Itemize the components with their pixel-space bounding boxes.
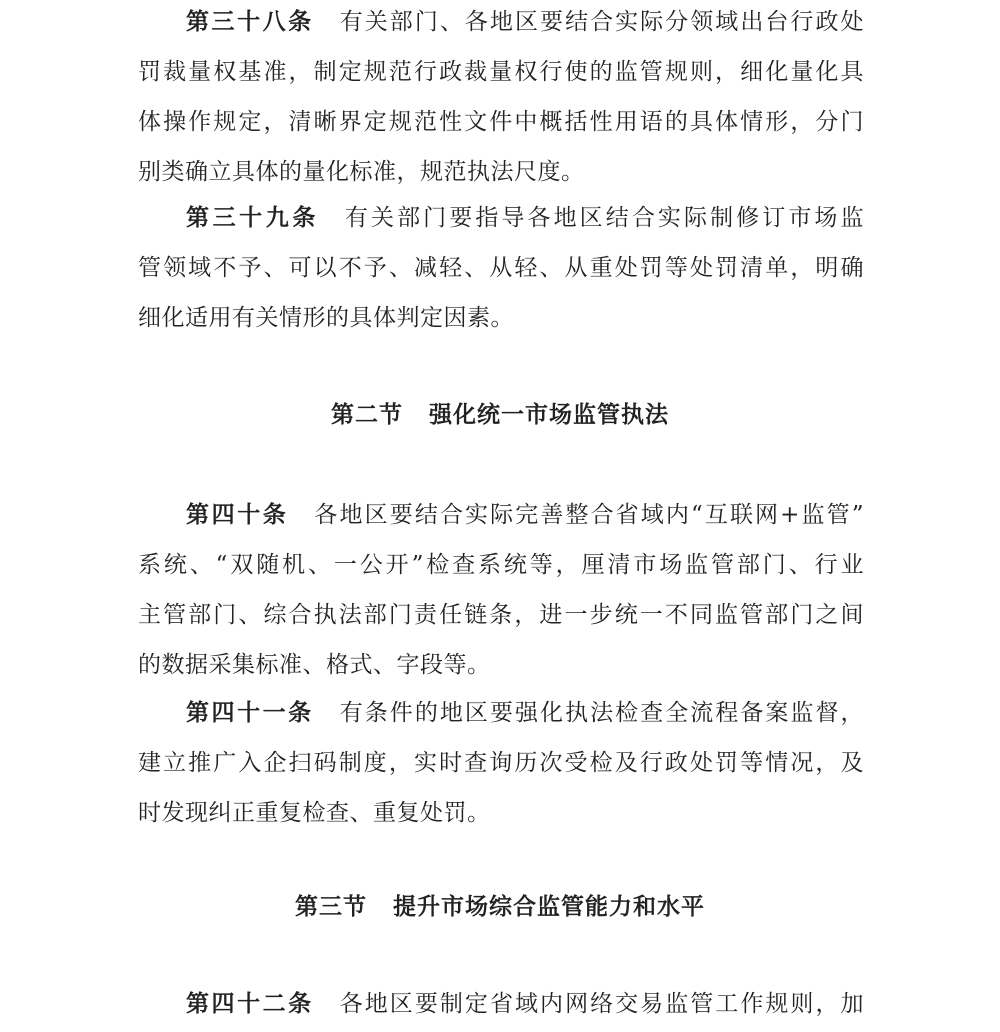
paragraph-line <box>138 490 864 540</box>
paragraph-line <box>138 0 864 47</box>
paragraph-line <box>138 979 864 1029</box>
article-39 <box>138 193 864 343</box>
section-number: 第二节 <box>331 402 403 428</box>
section-heading <box>0 395 1000 435</box>
article-number: 第三十八条 <box>186 9 314 35</box>
article-41 <box>138 688 864 838</box>
section-heading <box>0 887 1000 927</box>
article-number: 第四十二条 <box>186 991 314 1017</box>
article-text: 有关部门要指导各地区结合实际制修订市场监 <box>344 205 865 231</box>
paragraph-line: 建立推广入企扫码制度，实时查询历次受检及行政处罚等情况，及 <box>138 750 864 776</box>
article-text: 有条件的地区要强化执法检查全流程备案监督， <box>339 700 865 726</box>
paragraph-line: 时发现纠正重复检查、重复处罚。 <box>138 800 491 826</box>
paragraph-line <box>138 688 864 738</box>
article-42 <box>138 979 864 1029</box>
paragraph-line: 主管部门、综合执法部门责任链条，进一步统一不同监管部门之间 <box>138 602 864 628</box>
paragraph-line: 管领域不予、可以不予、减轻、从轻、从重处罚等处罚清单，明确 <box>138 255 864 281</box>
paragraph-line: 细化适用有关情形的具体判定因素。 <box>138 305 514 331</box>
article-text: 各地区要制定省域内网络交易监管工作规则，加 <box>339 991 865 1017</box>
article-number: 第四十条 <box>186 502 289 528</box>
section-title: 强化统一市场监管执法 <box>429 402 669 428</box>
section-number: 第三节 <box>295 894 367 920</box>
section-title: 提升市场综合监管能力和水平 <box>393 894 705 920</box>
paragraph-line <box>138 193 864 243</box>
article-38 <box>138 0 864 197</box>
paragraph-line: 系统、“双随机、一公开”检查系统等，厘清市场监管部门、行业 <box>138 552 864 578</box>
paragraph-line: 别类确立具体的量化标准，规范执法尺度。 <box>138 159 585 185</box>
paragraph-line: 的数据采集标准、格式、字段等。 <box>138 652 491 678</box>
article-number: 第三十九条 <box>186 205 319 231</box>
article-text: 各地区要结合实际完善整合省域内“互联网+监管” <box>314 502 864 528</box>
paragraph-line: 罚裁量权基准，制定规范行政裁量权行使的监管规则，细化量化具 <box>138 59 864 85</box>
article-40 <box>138 490 864 690</box>
article-number: 第四十一条 <box>186 700 314 726</box>
paragraph-line: 体操作规定，清晰界定规范性文件中概括性用语的具体情形，分门 <box>138 109 864 135</box>
article-text: 有关部门、各地区要结合实际分领域出台行政处 <box>339 9 865 35</box>
